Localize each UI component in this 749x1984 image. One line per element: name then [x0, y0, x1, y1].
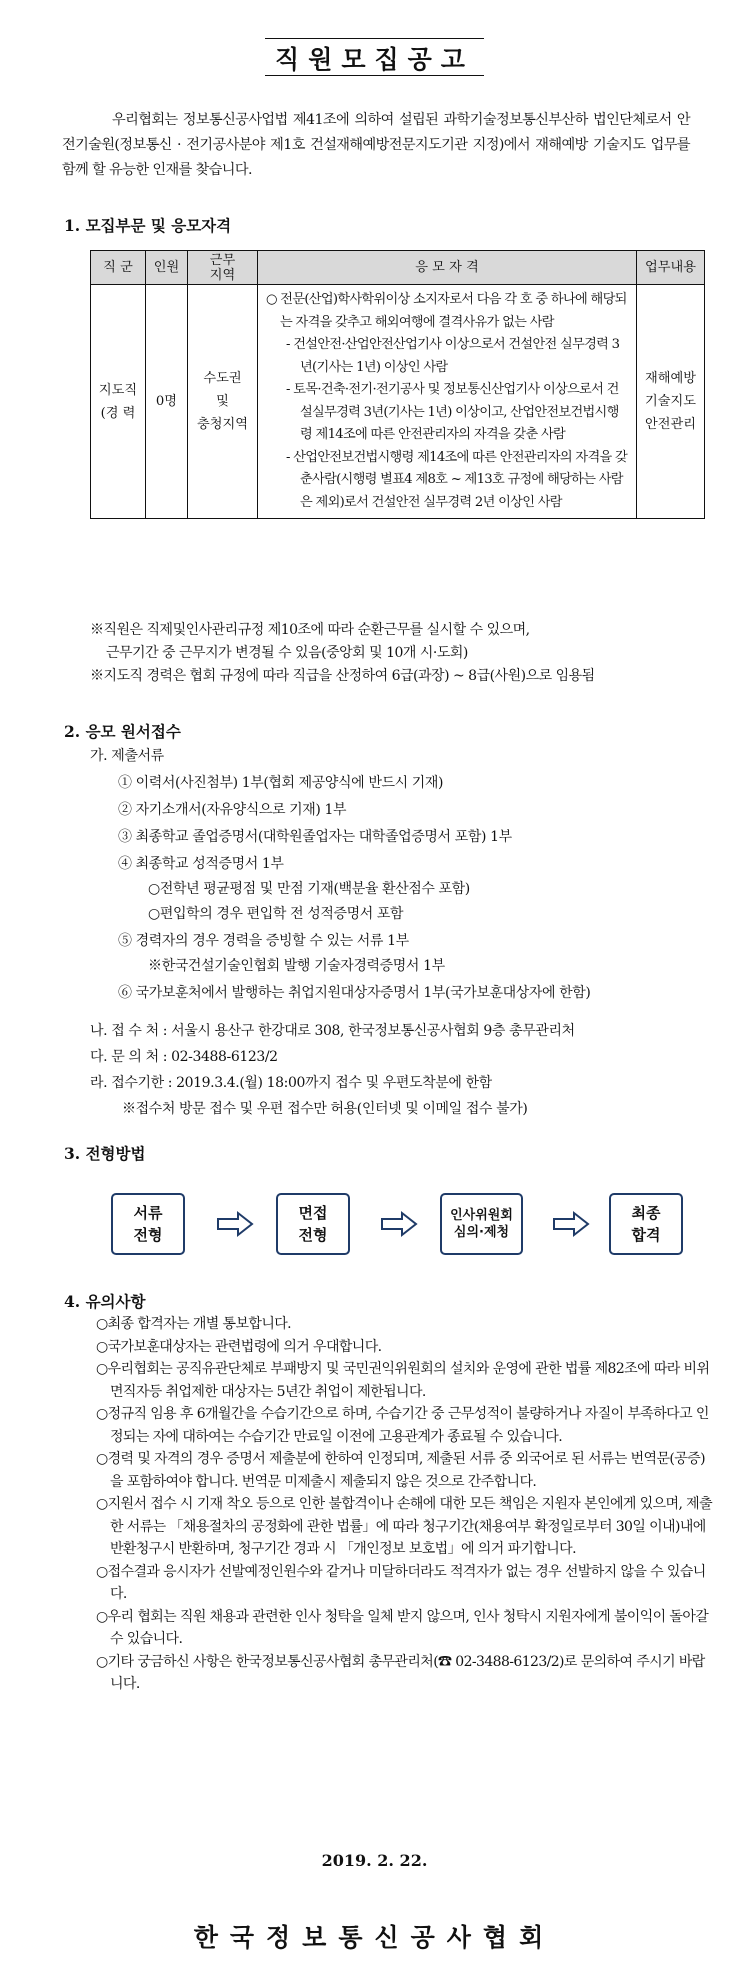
list-item: ③ 최종학교 졸업증명서(대학원졸업자는 대학졸업증명서 포함) 1부 [118, 829, 512, 845]
table-row [91, 285, 705, 519]
note-rotation: ※직원은 직제및인사관리규정 제10조에 따라 순환근무를 실시할 수 있으며, 근무기간 중 근무지가 변경될 수 있음(중앙회 및 10개 시·도회) ※지도직 경력은 협회 규정에 따라 직급을 산정하여 6급(과장) ~ 8급(사원)으로 임용됨 [90, 622, 595, 684]
list-item: ○정규직 임용 후 6개월간을 수습기간으로 하며, 수습기간 중 근무성적이 불량하거나 자질이 부족하다고 인정되는 자에 대하여는 수습기간 만료일 이전에 고용관계가 종료될 수 있습니다. [96, 1406, 709, 1445]
section-2-heading: 2. 응모 원서접수 [64, 722, 181, 741]
cell-count: 0명 [146, 285, 188, 519]
section-3-heading: 3. 전형방법 [64, 1144, 146, 1163]
list-item: ④ 최종학교 성적증명서 1부 [118, 856, 284, 872]
list-item: ○전학년 평균평점 및 만점 기재(백분율 환산점수 포함) [148, 881, 470, 897]
list-item: ○기타 궁금하신 사항은 한국정보통신공사협회 총무관리처(☎ 02-3488-6123/2)로 문의하여 주시기 바랍니다. [96, 1653, 705, 1692]
list-item: ○국가보훈대상자는 관련법령에 의거 우대합니다. [96, 1338, 382, 1355]
right-arrow-icon [216, 1210, 254, 1238]
step-document-screening: 서류 전형 [111, 1193, 185, 1255]
section-4-heading: 4. 유의사항 [64, 1292, 146, 1311]
list-item: ○편입학의 경우 편입학 전 성적증명서 포함 [148, 906, 404, 922]
list-item: ○접수결과 응시자가 선발예정인원수와 같거나 미달하더라도 적격자가 없는 경우 선발하지 않을 수 있습니다. [96, 1563, 706, 1602]
list-item: ○경력 및 자격의 경우 증명서 제출분에 한하여 인정되며, 제출된 서류 중 외국어로 된 서류는 번역문(공증)을 포함하여야 합니다. 번역문 미제출시 제출되지 않은 것으로 간주합니다. [96, 1451, 705, 1490]
recruit-table [90, 250, 705, 519]
list-item: ○우리협회는 공직유관단체로 부패방지 및 국민권익위원회의 설치와 운영에 관한 법률 제82조에 따라 비위면직자등 취업제한 대상자는 5년간 취업이 제한됩니다. [96, 1361, 710, 1400]
right-arrow-icon [552, 1210, 590, 1238]
cell-qualification: ○ 전문(산업)학사학위이상 소지자로서 다음 각 호 중 하나에 해당되는 자격을 갖추고 해외여행에 결격사유가 없는 사람 - 건설안전·산업안전산업기사 이상으로서 건설안전 실무경력 3년(기사는 1년) 이상인 사람 - 토목·건축·전기·전기공사 및 정보통신산업기사 이상으로서 건설실무경력 3년(기사는 1년) 이상이고, 산업안전보건법시행령 제14조에 따른 안전관리자의 자격을 갖춘 사람 - 산업안전보건법시행령 제14조에 따른 안전관리자의 자격을 갖춘사람(시행령 별표4 제8호 ~ 제13호 규정에 해당하는 사람은 제외)로서 건설안전 실무경력 2년 이상인 사람 [258, 285, 637, 519]
intro-paragraph: 우리협회는 정보통신공사업법 제41조에 의하여 설립된 과학기술정보통신부산하 법인단체로서 안전기술원(정보통신 · 전기공사분야 제1호 건설재해예방전문지도기관 지정)에서 재해예방 기술지도 업무를 함께 할 유능한 인재를 찾습니다. [62, 112, 690, 178]
organization-name: 한국정보통신공사협회 [193, 1923, 556, 1952]
cell-duty: 재해예방 기술지도 안전관리 [637, 285, 705, 519]
cell-region: 수도권 및 충청지역 [188, 285, 258, 519]
page-title: 직원모집공고 [275, 45, 474, 74]
header-region: 근무 지역 [188, 251, 258, 285]
list-item: ⑤ 경력자의 경우 경력을 증빙할 수 있는 서류 1부 [118, 933, 409, 949]
list-item: ① 이력서(사진첨부) 1부(협회 제공양식에 반드시 기재) [118, 775, 444, 791]
header-duty: 업무내용 [637, 251, 705, 285]
list-item: ○지원서 접수 시 기재 착오 등으로 인한 불합격이나 손해에 대한 모든 책임은 지원자 본인에게 있으며, 제출한 서류는 「채용절차의 공정화에 관한 법률」에 따라 청구기간(채용여부 확정일로부터 30일 이내)내에 반환청구시 반환하며, 청구기간 경과 시 「개인정보 보호법」에 의거 파기합니다. [96, 1496, 713, 1557]
step-interview: 면접 전형 [276, 1193, 350, 1255]
header-count: 인원 [146, 251, 188, 285]
sub-d-note: ※접수처 방문 접수 및 우편 접수만 허용(인터넷 및 이메일 접수 불가) [122, 1101, 528, 1117]
title-underline-top [265, 38, 484, 39]
announcement-date: 2019. 2. 22. [321, 1851, 428, 1870]
sub-b-location: 나. 접 수 처 : 서울시 용산구 한강대로 308, 한국정보통신공사협회 9층 총무관리처 [90, 1023, 575, 1039]
sub-c-contact: 다. 문 의 처 : 02-3488-6123/2 [90, 1049, 278, 1065]
right-arrow-icon [380, 1210, 418, 1238]
title-underline-bottom [265, 75, 484, 76]
header-job: 직 군 [91, 251, 146, 285]
sub-d-deadline: 라. 접수기한 : 2019.3.4.(월) 18:00까지 접수 및 우편도착분에 한함 [90, 1075, 492, 1091]
cell-job: 지도직 (경 력 [91, 285, 146, 519]
sub-a-documents: 가. 제출서류 [90, 748, 164, 764]
list-item: ○최종 합격자는 개별 통보합니다. [96, 1316, 292, 1332]
header-qualification: 응 모 자 격 [258, 251, 637, 285]
list-item: ※한국건설기술인협회 발행 기술자경력증명서 1부 [148, 958, 445, 974]
list-item: ○우리 협회는 직원 채용과 관련한 인사 청탁을 일체 받지 않으며, 인사 청탁시 지원자에게 불이익이 돌아갈 수 있습니다. [96, 1608, 709, 1647]
step-final-pass: 최종 합격 [609, 1193, 683, 1255]
section-1-heading: 1. 모집부문 및 응모자격 [64, 216, 232, 235]
step-personnel-committee: 인사위원회 심의·제청 [440, 1193, 523, 1255]
list-item: ⑥ 국가보훈처에서 발행하는 취업지원대상자증명서 1부(국가보훈대상자에 한함) [118, 985, 591, 1001]
list-item: ② 자기소개서(자유양식으로 기재) 1부 [118, 802, 347, 818]
precautions-list [96, 1313, 714, 1696]
